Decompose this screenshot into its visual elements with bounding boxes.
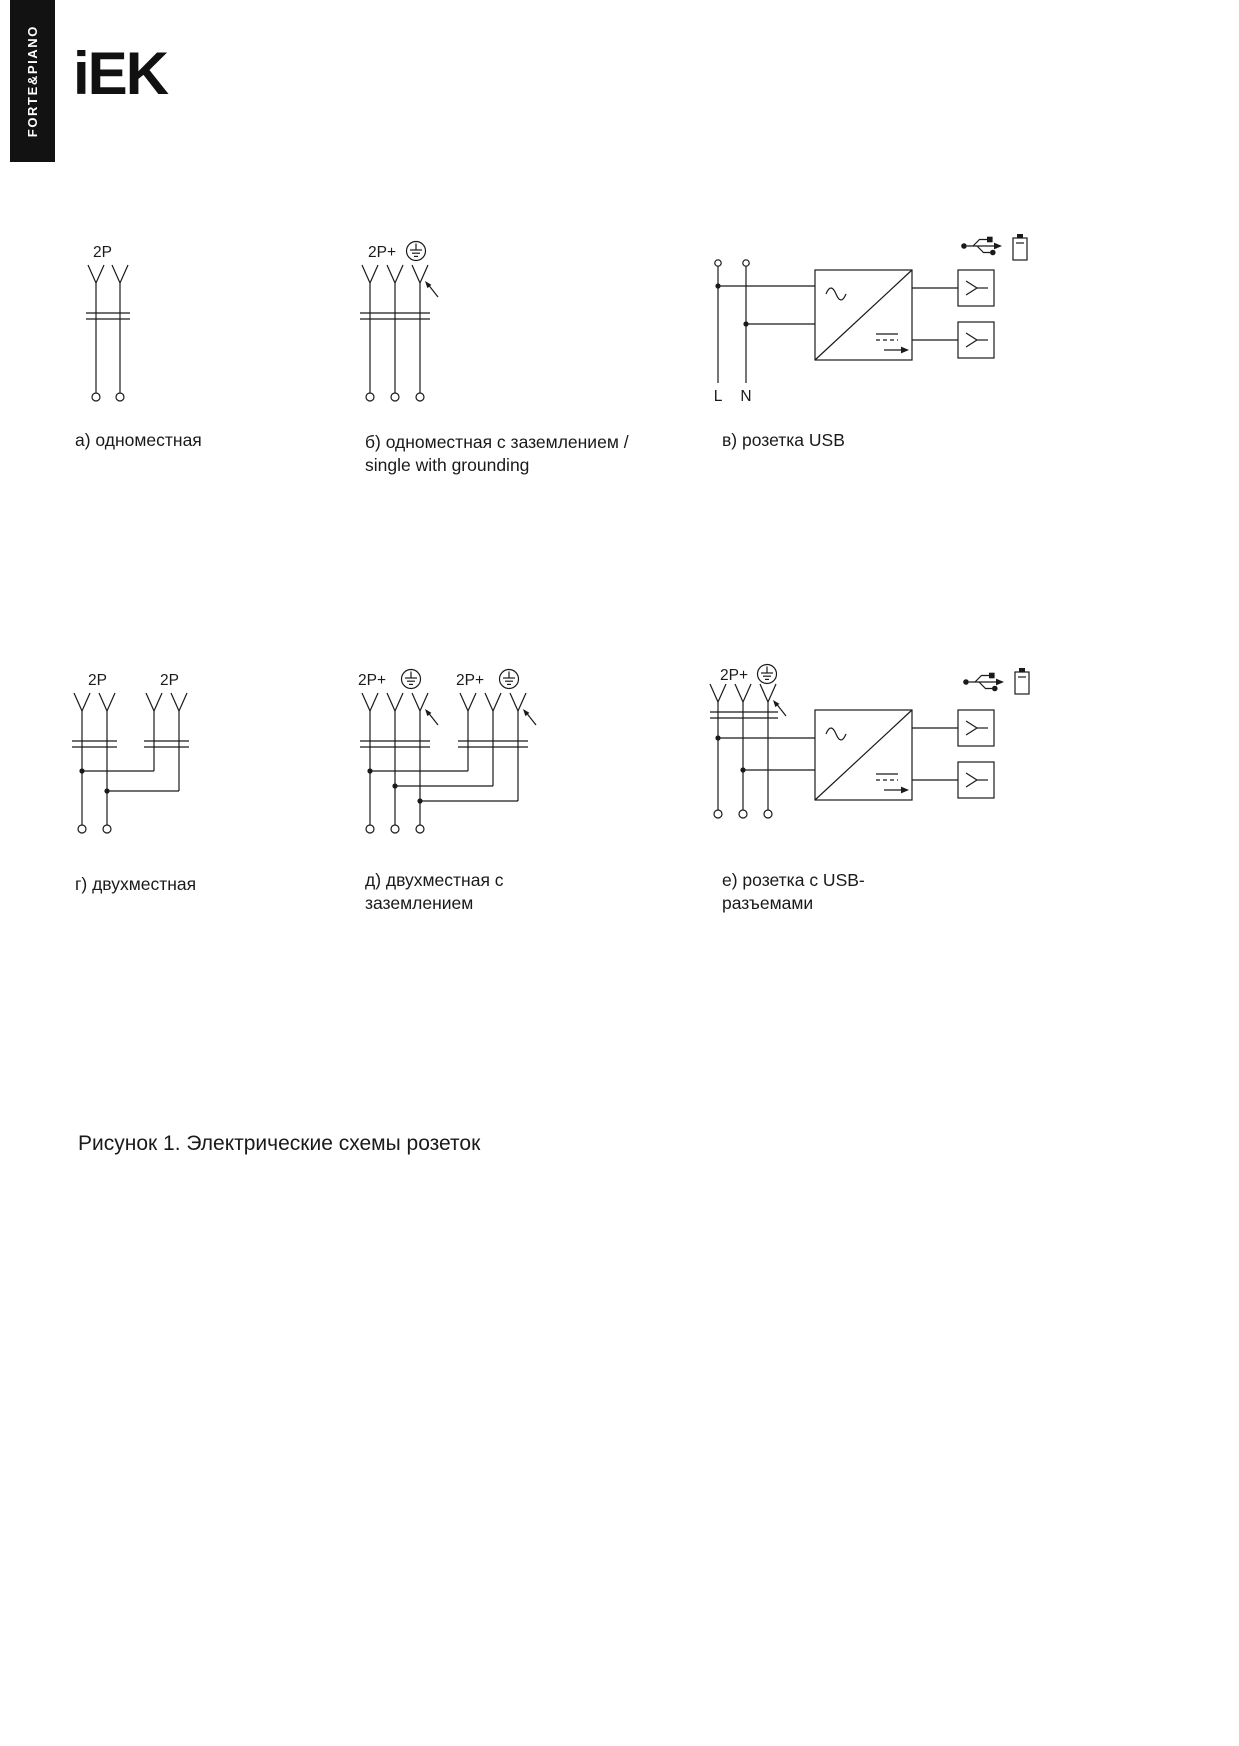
contact-fork-icon (362, 693, 378, 711)
usb-port (958, 762, 994, 798)
contact-fork-icon (412, 693, 428, 711)
socket-wires (96, 283, 120, 393)
diagram-socket-with-usb (700, 660, 1045, 885)
ac-sine-icon (826, 728, 846, 740)
diagram-double-socket-grounded (350, 665, 640, 885)
caption-line: б) одноместная с заземлением / (365, 432, 629, 452)
ground-contact-arrow (773, 700, 786, 716)
battery-icon (1015, 668, 1029, 694)
pole-tag: 2P+ (456, 672, 485, 689)
contact-fork-icon (99, 693, 115, 711)
iek-logo: iEK (73, 40, 168, 107)
pole-tag: 2P+ (368, 244, 397, 261)
contact-fork-icon (485, 693, 501, 711)
contact-fork-icon (74, 693, 90, 711)
supply-terminal (715, 260, 721, 266)
terminal-circle (764, 810, 772, 818)
ground-icon (407, 242, 426, 261)
caption-line: а) одноместная (75, 430, 202, 450)
ac-sine-icon (826, 288, 846, 300)
terminal-circle (416, 393, 424, 401)
junction-dot (417, 798, 422, 803)
line-label-n: N (740, 388, 752, 405)
acdc-converter-block (815, 710, 912, 800)
figure-caption: Рисунок 1. Электрические схемы розеток (78, 1132, 481, 1155)
ground-icon (402, 670, 421, 689)
brand-sidebar (10, 0, 55, 162)
contact-fork-icon (146, 693, 162, 711)
contact-fork-icon (88, 265, 104, 283)
brand-series-label: FORTE&PIANO (25, 24, 40, 138)
usb-icon (963, 673, 1004, 692)
caption-a (75, 429, 345, 452)
contact-fork-icon (171, 693, 187, 711)
socket-wires (370, 283, 420, 393)
contact-fork-icon (412, 265, 428, 283)
terminal-circle (103, 825, 111, 833)
contact-fork-icon (760, 684, 776, 702)
diagram-double-socket (60, 665, 290, 885)
pole-tag: 2P+ (720, 667, 749, 684)
socket-interface-lines (360, 741, 528, 747)
schematic-v (700, 228, 1045, 413)
ground-contact-arrow (425, 709, 438, 725)
contact-fork-icon (510, 693, 526, 711)
ground-icon (758, 665, 777, 684)
pole-tag: 2P (160, 672, 179, 689)
caption-line: разъемами (722, 893, 814, 914)
caption-line: д) двухместная с (365, 870, 504, 890)
usb-icon (961, 237, 1002, 256)
acdc-converter-block (815, 270, 912, 360)
caption-line: г) двухместная (75, 874, 197, 894)
ground-contact-arrow (523, 709, 536, 725)
line-label-l: L (713, 388, 723, 405)
supply-terminal (743, 260, 749, 266)
usb-port (958, 322, 994, 358)
caption-g (75, 873, 345, 896)
ground-icon (500, 670, 519, 689)
caption-e (722, 869, 1022, 915)
battery-icon (1013, 234, 1027, 260)
contact-fork-icon (112, 265, 128, 283)
schematic-d (350, 665, 640, 885)
caption-line: в) розетка USB (722, 430, 845, 450)
terminal-circle (714, 810, 722, 818)
supply-lines (718, 266, 746, 383)
schematic-e (700, 660, 1045, 885)
junction-dot (79, 768, 84, 773)
pole-tag: 2P+ (358, 672, 387, 689)
terminal-circle (366, 825, 374, 833)
terminal-circle (391, 825, 399, 833)
junction-dot (104, 788, 109, 793)
caption-line: single with grounding (365, 455, 530, 476)
terminal-circle (92, 393, 100, 401)
schematic-g (60, 665, 290, 885)
contact-fork-icon (735, 684, 751, 702)
diagram-usb-socket (700, 228, 1045, 413)
contact-fork-icon (460, 693, 476, 711)
pole-tag: 2P (88, 672, 107, 689)
terminal-circle (416, 825, 424, 833)
caption-line: е) розетка с USB- (722, 870, 865, 890)
socket-wires (370, 711, 518, 825)
socket-wires (82, 711, 179, 825)
terminal-circle (366, 393, 374, 401)
socket-interface-lines (86, 313, 130, 319)
caption-v (722, 429, 1022, 452)
terminal-circle (391, 393, 399, 401)
terminal-circle (78, 825, 86, 833)
contact-fork-icon (362, 265, 378, 283)
pole-tag: 2P (93, 244, 112, 261)
terminal-circle (739, 810, 747, 818)
junction-dot (367, 768, 372, 773)
socket-interface-lines (72, 741, 189, 747)
ground-contact-arrow (425, 281, 438, 297)
contact-fork-icon (387, 693, 403, 711)
caption-b (365, 431, 705, 477)
contact-fork-icon (387, 265, 403, 283)
caption-line: заземлением (365, 893, 474, 914)
junction-dot (392, 783, 397, 788)
usb-port (958, 270, 994, 306)
caption-d (365, 869, 665, 915)
usb-port (958, 710, 994, 746)
contact-fork-icon (710, 684, 726, 702)
terminal-circle (116, 393, 124, 401)
